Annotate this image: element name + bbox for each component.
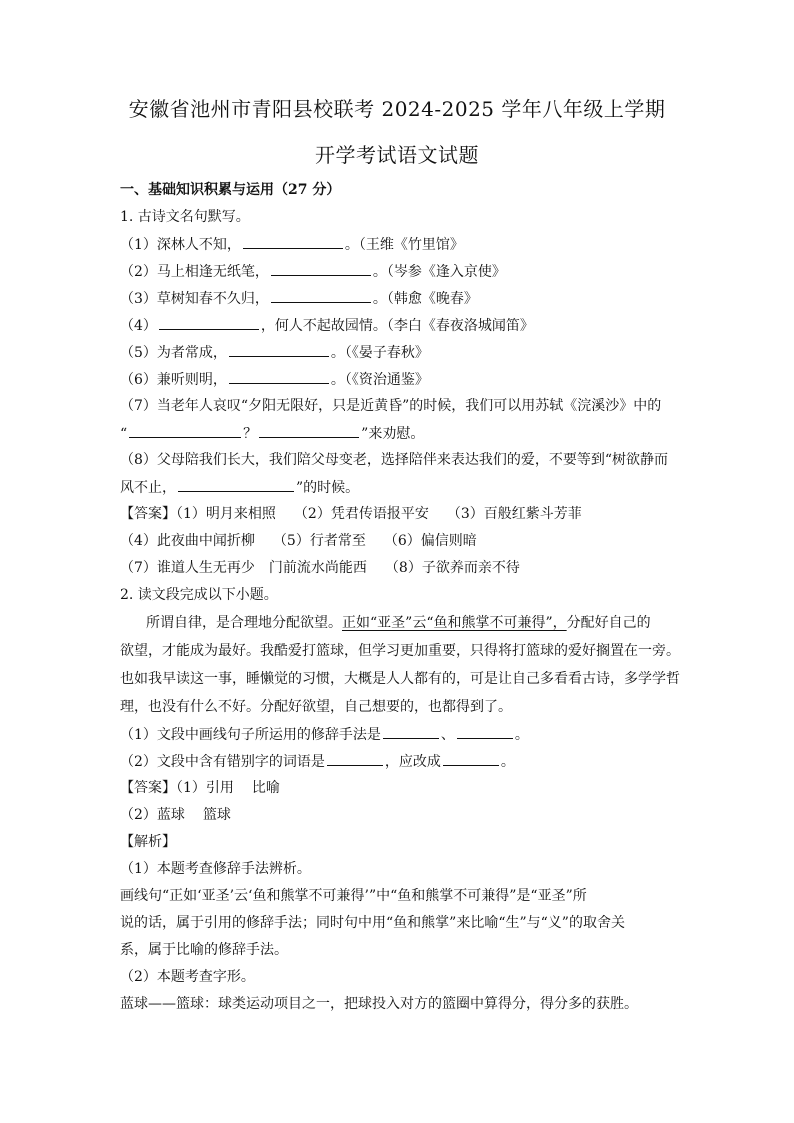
- question-2-answer-2: （2）蓝球 篮球: [120, 807, 231, 823]
- question-1-item-4: （4） ，何人不起故园情。（李白《春夜洛城闻笛》: [120, 318, 534, 334]
- analysis-1-title: （1）本题考查修辞手法辨析。: [120, 861, 311, 877]
- question-2-answer-1: 【答案】（1）引用 比喻: [120, 780, 280, 796]
- passage-line-3: 也如我早读这一事，睡懒觉的习惯，大概是人人都有的，可是让自己多看看古诗，多学学哲: [120, 671, 680, 687]
- analysis-label: 【解析】: [120, 834, 176, 850]
- document-title-line1: 安徽省池州市青阳县校联考 2024-2025 学年八年级上学期: [128, 97, 666, 121]
- answer-blank: [457, 725, 513, 739]
- answer-blank: [229, 343, 329, 357]
- analysis-2-title: （2）本题考查字形。: [120, 969, 255, 985]
- question-1-item-5: （5）为者常成， 。（《晏子春秋》: [120, 345, 429, 361]
- question-2-sub-1: （1）文段中画线句子所运用的修辞手法是 、 。: [120, 727, 529, 743]
- question-1-item-2: （2）马上相逢无纸笔， 。（岑参《逢入京使》: [120, 264, 506, 280]
- answer-blank: [178, 478, 294, 492]
- answer-blank: [229, 370, 329, 384]
- answer-blank: [271, 262, 371, 276]
- document-title-line2: 开学考试语文试题: [315, 143, 479, 167]
- passage-line-4: 理，也没有什么不好。分配好欲望，自己想要的，也都得到了。: [120, 699, 512, 715]
- answer-blank: [383, 725, 439, 739]
- answer-blank: [327, 752, 383, 766]
- analysis-1-line-2: 说的话，属于引用的修辞手法；同时句中用“鱼和熊掌”来比喻“生”与“义”的取舍关: [120, 915, 625, 931]
- question-1-item-7-line1: （7）当老年人哀叹“夕阳无限好，只是近黄昏”的时候，我们可以用苏轼《浣溪沙》中的: [120, 398, 662, 414]
- passage-line-1: 所谓自律，是合理地分配欲望。正如“亚圣”云“鱼和熊掌不可兼得”，分配好自己的: [146, 615, 651, 631]
- answer-blank: [259, 424, 359, 438]
- question-1-item-8-line1: （8）父母陪我们长大，我们陪父母变老，选择陪伴来表达我们的爱，不要等到“树欲静而: [120, 452, 669, 468]
- section-heading: 一、基础知识积累与运用（27 分）: [120, 182, 341, 198]
- question-1-prompt: 1. 古诗文名句默写。: [120, 209, 250, 225]
- answer-label: 【答案】: [120, 506, 176, 522]
- answer-blank: [443, 752, 499, 766]
- answer-blank: [271, 289, 371, 303]
- answer-blank: [159, 316, 259, 330]
- question-1-item-6: （6）兼听则明， 。（《资治通鉴》: [120, 372, 429, 388]
- question-2-sub-2: （2）文段中含有错别字的词语是 ，应改成 。: [120, 754, 515, 770]
- answer-blank: [129, 424, 241, 438]
- analysis-2-line-1: 蓝球——篮球：球类运动项目之一，把球投入对方的篮圈中算得分，得分多的获胜。: [120, 996, 638, 1012]
- question-1-item-3: （3）草树知春不久归， 。（韩愈《晚春》: [120, 291, 478, 307]
- question-1-answer-row-1: 【答案】（1）明月来相照 （2）凭君传语报平安 （3）百般红紫斗芳菲: [120, 506, 582, 522]
- underlined-sentence: 正如“亚圣”云“鱼和熊掌不可兼得”，: [342, 615, 567, 631]
- answer-blank: [243, 235, 343, 249]
- question-1-item-8-line2: 风不止， ”的时候。: [120, 480, 360, 496]
- question-1-item-1: （1）深林人不知， 。（王维《竹里馆》: [120, 237, 464, 253]
- question-1-item-7-line2: “ ？ ”来劝慰。: [120, 426, 425, 442]
- passage-line-2: 欲望，才能成为最好。我酷爱打篮球，但学习更加重要，只得将打篮球的爱好搁置在一旁。: [120, 643, 680, 659]
- analysis-1-line-3: 系，属于比喻的修辞手法。: [120, 942, 288, 958]
- question-2-prompt: 2. 读文段完成以下小题。: [120, 587, 278, 603]
- question-1-answer-row-3: （7）谁道人生无再少 门前流水尚能西 （8）子欲养而亲不待: [120, 560, 520, 576]
- question-1-answer-row-2: （4）此夜曲中闻折柳 （5）行者常至 （6）偏信则暗: [120, 533, 477, 549]
- answer-label: 【答案】: [120, 780, 176, 796]
- analysis-1-line-1: 画线句“正如‘亚圣’云‘鱼和熊掌不可兼得’”中“鱼和熊掌不可兼得”是“亚圣”所: [120, 888, 587, 904]
